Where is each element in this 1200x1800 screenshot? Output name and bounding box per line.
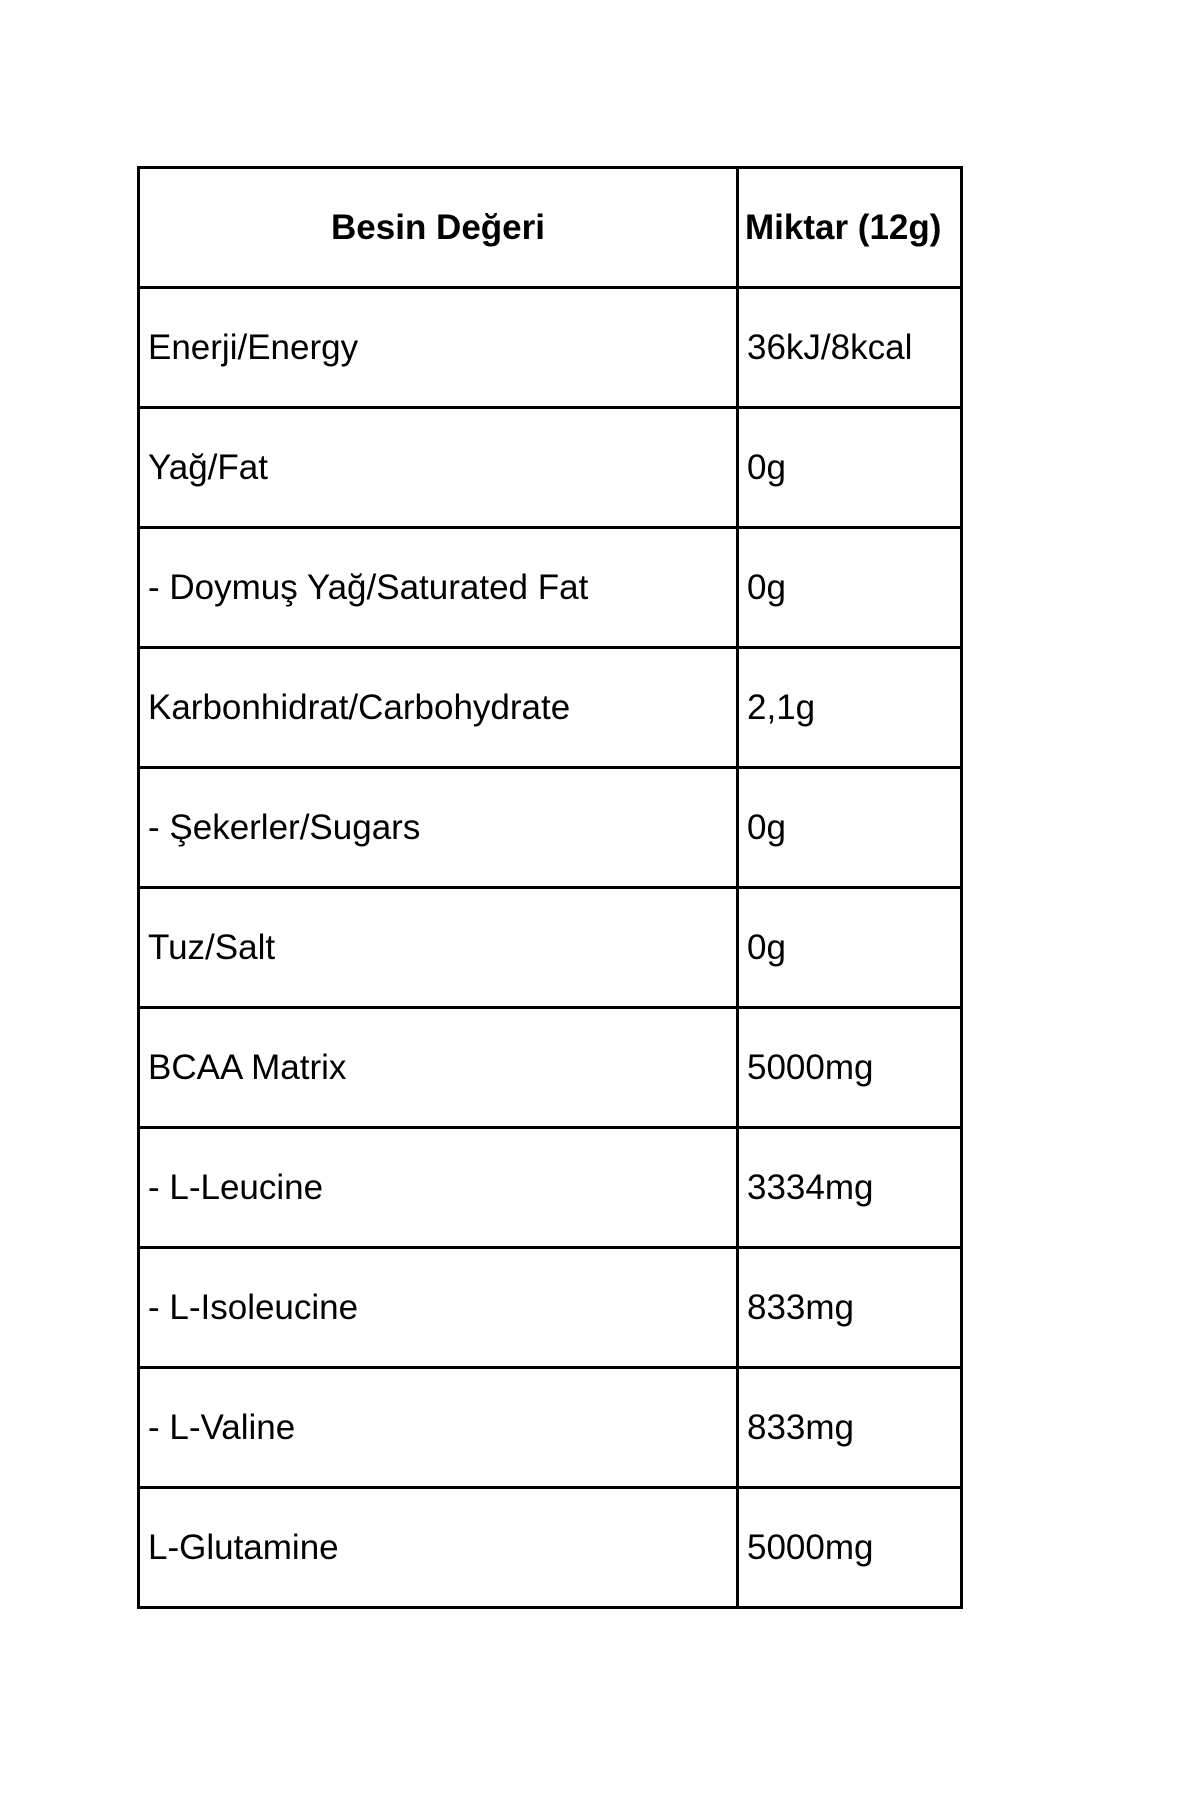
nutrient-amount: 5000mg	[738, 1008, 962, 1128]
nutrient-name: Tuz/Salt	[139, 888, 738, 1008]
table-row	[139, 768, 962, 888]
nutrient-amount: 5000mg	[738, 1488, 962, 1608]
nutrient-amount: 0g	[738, 888, 962, 1008]
table-row	[139, 648, 962, 768]
nutrient-name: - Şekerler/Sugars	[139, 768, 738, 888]
nutrient-amount: 833mg	[738, 1248, 962, 1368]
table-row	[139, 408, 962, 528]
nutrient-amount: 0g	[738, 408, 962, 528]
nutrient-name: Yağ/Fat	[139, 408, 738, 528]
table-row	[139, 888, 962, 1008]
table-row	[139, 1128, 962, 1248]
nutrient-amount: 0g	[738, 768, 962, 888]
nutrient-name: L-Glutamine	[139, 1488, 738, 1608]
nutrient-name: - L-Isoleucine	[139, 1248, 738, 1368]
header-amount: Miktar (12g)	[738, 168, 962, 288]
table-row	[139, 1488, 962, 1608]
nutrient-amount: 2,1g	[738, 648, 962, 768]
nutrient-amount: 3334mg	[738, 1128, 962, 1248]
nutrient-name: - L-Leucine	[139, 1128, 738, 1248]
nutrition-table	[137, 166, 963, 1609]
nutrient-amount: 0g	[738, 528, 962, 648]
table-row	[139, 1368, 962, 1488]
table-row	[139, 1248, 962, 1368]
nutrient-name: Karbonhidrat/Carbohydrate	[139, 648, 738, 768]
header-nutrient: Besin Değeri	[139, 168, 738, 288]
table-row	[139, 528, 962, 648]
table-header-row	[139, 168, 962, 288]
nutrient-name: - L-Valine	[139, 1368, 738, 1488]
table-row	[139, 1008, 962, 1128]
table-row	[139, 288, 962, 408]
nutrient-name: BCAA Matrix	[139, 1008, 738, 1128]
nutrient-name: - Doymuş Yağ/Saturated Fat	[139, 528, 738, 648]
nutrient-amount: 833mg	[738, 1368, 962, 1488]
nutrient-name: Enerji/Energy	[139, 288, 738, 408]
nutrient-amount: 36kJ/8kcal	[738, 288, 962, 408]
